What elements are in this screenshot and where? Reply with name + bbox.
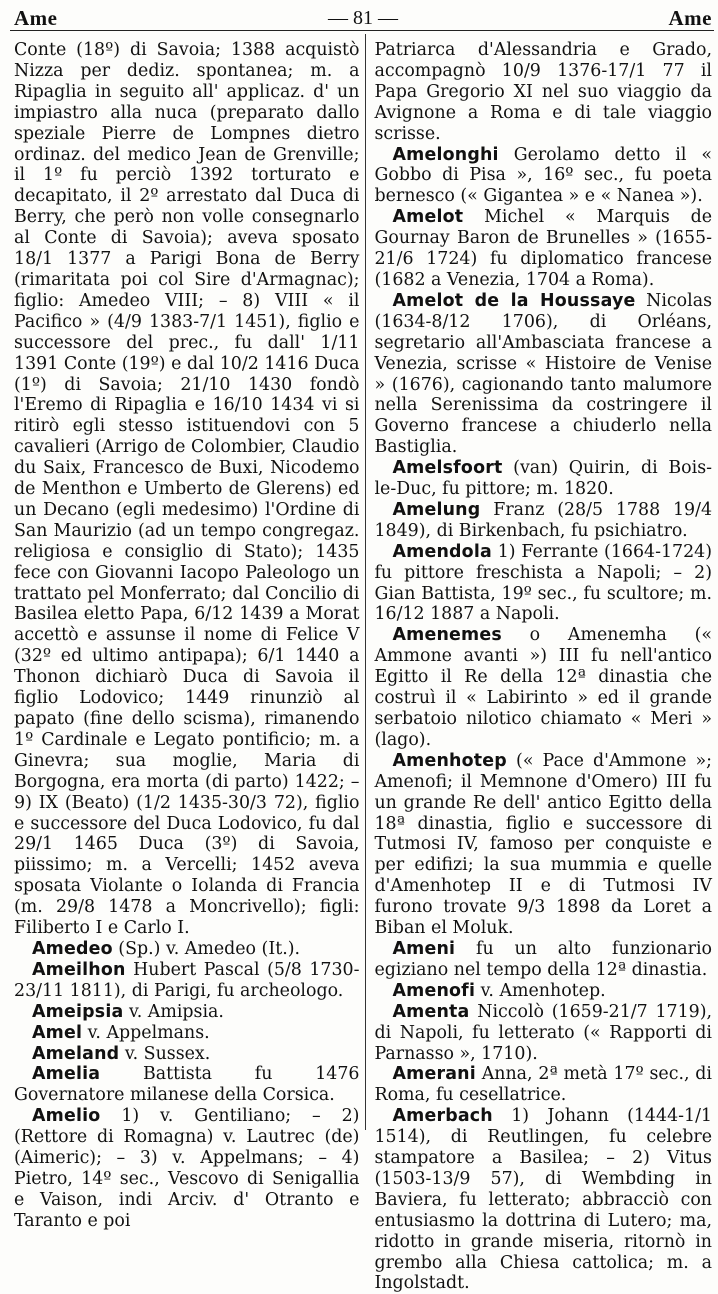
dictionary-entry — [14, 1023, 359, 1044]
entry-headword: Amelio — [32, 1106, 101, 1127]
entry-headword: Amerbach — [392, 1106, 493, 1127]
entry-headword: Amenemes — [392, 625, 502, 646]
entry-text: v. Amenhotep. — [480, 980, 606, 1001]
dictionary-entry — [374, 1002, 712, 1065]
entry-headword: Amelia — [32, 1064, 101, 1085]
entry-text: Anna, 2ª metà 17º sec., di Roma, fu cesellatrice. — [374, 1064, 712, 1106]
dictionary-entry — [374, 751, 712, 939]
entry-text: Franz (28/5 1788 19/4 1849), di Birkenbach, fu psichiatro. — [374, 499, 713, 541]
header-left-guideword: Ame — [14, 5, 58, 30]
dictionary-entry — [374, 291, 712, 458]
entry-text: Gerolamo detto il « Gobbo di Pisa », 16º sec., fu poeta bernesco (« Gigantea » e « Nanea »). — [374, 144, 713, 207]
dictionary-entry — [14, 1002, 359, 1023]
entry-text: Battista fu 1476 Governatore milanese della Corsica. — [14, 1064, 360, 1106]
entry-text: (Sp.) v. Amedeo (It.). — [118, 938, 301, 959]
entry-headword: Ameland — [32, 1043, 120, 1064]
entry-text: Patriarca d'Alessandria e Grado, accompagnò 10/9 1376-17/1 77 il Papa Gregorio XI nel suo viaggio da Avignone a Roma e di tale viaggio scrisse. — [374, 40, 712, 144]
entry-headword: Amenta — [392, 1001, 470, 1022]
entry-headword: Ameni — [392, 938, 456, 959]
entry-headword: Amelot — [392, 207, 464, 228]
entry-text: 1) Johann (1444-1/1 1514), di Reutlingen, fu celebre stampatore a Basilea; – 2) Vitus (1503-13/9 57), di Wembding in Baviera, fu letterato; abbracciò con entusiasmo la dottrina di Lutero; ma, ridotto in grande miseria, ritornò in grembo alla Chiesa cattolica; m. a Ingolstadt. — [374, 1106, 712, 1294]
header-right-guideword: Ame — [668, 5, 712, 30]
right-column — [366, 40, 713, 1294]
dictionary-entry — [374, 981, 712, 1002]
entry-headword: Amenofi — [392, 980, 476, 1001]
dictionary-entry — [14, 939, 359, 960]
entry-headword: Amelsfoort — [392, 458, 503, 479]
dictionary-entry — [374, 625, 712, 750]
entry-text: 1) Ferrante (1664-1724) fu pittore freschista a Napoli; – 2) Gian Battista, 19º sec., fu scultore; m. 16/12 1887 a Napoli. — [374, 541, 712, 625]
page-number: — 81 — — [328, 6, 398, 29]
dictionary-entry — [374, 40, 712, 145]
entry-headword: Amelonghi — [392, 144, 499, 165]
entry-text: Hubert Pascal (5/8 1730-23/11 1811), di Parigi, fu archeologo. — [14, 959, 360, 1001]
entry-headword: Amelung — [392, 499, 481, 520]
entry-text: Niccolò (1659-21/7 1719), di Napoli, fu letterato (« Rapporti di Parnasso », 1710). — [374, 1001, 713, 1064]
entry-headword: Amel — [32, 1022, 83, 1043]
entry-text: fu un alto funzionario egiziano nel tempo della 12ª dinastia. — [374, 938, 712, 980]
dictionary-entry — [14, 1106, 359, 1231]
entry-headword: Amedeo — [32, 938, 113, 959]
entry-headword: Amendola — [392, 541, 492, 562]
entry-text: o Amenemha (« Ammone avanti ») III fu nell'antico Egitto il Re della 12ª dinastia che costruì il « Labirinto » ed il grande serbatoio nilotico chiamato « Meri » (lago). — [374, 625, 713, 750]
dictionary-entry — [374, 939, 712, 981]
entry-headword: Amerani — [392, 1064, 476, 1085]
entry-headword: Amenhotep — [392, 750, 507, 771]
dictionary-entry — [14, 1064, 359, 1106]
entry-text: v. Sussex. — [124, 1043, 211, 1064]
dictionary-entry — [14, 40, 359, 939]
dictionary-entry — [374, 458, 712, 500]
dictionary-entry — [374, 500, 712, 542]
entry-text: v. Amipsia. — [128, 1001, 224, 1022]
entry-headword: Ameilhon — [32, 959, 126, 980]
left-column — [14, 40, 365, 1231]
dictionary-entry — [374, 542, 712, 626]
dictionary-entry — [374, 207, 712, 291]
entry-text: Nicolas (1634-8/12 1706), di Orléans, segretario all'Ambasciata francese a Venezia, scrisse « Histoire de Venise » (1676), cagionando tanto malumore nella Serenissima da costringere il Governo francese a chiuderlo nella Bastiglia. — [374, 290, 712, 458]
entry-text: Conte (18º) di Savoia; 1388 acquistò Nizza per dediz. spontanea; m. a Ripaglia in seguito all' applicaz. d' un impiastro alla nuca (preparato dallo speziale Pierre de Lompnes dietro ordinaz. del medico Jean de Grenville; il 1º fu perciò 1392 torturato e decapitato, il 2º arrestato dal Duca di Berry, che però non volle consegnarlo al Conte di Savoia); aveva sposato 18/1 1377 a Parigi Bona de Berry (rimaritata poi col Sire d'Armagnac); figlio: Amedeo VIII; – 8) VIII « il Pacifico » (4/9 1383-7/1 1451), figlio e successore del prec., fu dall' 1/11 1391 Conte (19º) e dal 10/2 1416 Duca (1º) di Savoia; 21/10 1430 fondò l'Eremo di Ripaglia e 16/10 1434 vi si ritirò egli stesso istituendovi con 5 cavalieri (Arrigo de Colombier, Claudio du Saix, Francesco de Buxi, Nicodemo de Menthon e Umberto de Glerens) ed un Decano (egli medesimo) l'Ordine di San Maurizio (ad un tempo congregaz. religiosa e consiglio di Stato); 1435 fece con Giovanni Iacopo Paleologo un trattato pel Monferrato; dal Concilio di Basilea eletto Papa, 6/12 1439 a Morat accettò e assunse il nome di Felice V (32º ed ultimo antipapa); 6/1 1440 a Thonon dichiarò Duca di Savoia il figlio Lodovico; 1449 rinunziò al papato (fine dello scisma), rimanendo 1º Cardinale e Legato pontificio; m. a Ginevra; sua moglie, Maria di Borgogna, era morta (di parto) 1422; – 9) IX (Beato) (1/2 1435-30/3 72), figlio e successore del Duca Lodovico, fu dal 29/1 1465 Duca (3º) di Savoia, piissimo; m. a Vercelli; 1452 aveva sposata Violante o Iolanda di Francia (m. 29/8 1478 a Moncrivello); figli: Filiberto I e Carlo I. — [14, 40, 360, 939]
dictionary-entry — [14, 960, 359, 1002]
dictionary-entry — [374, 145, 712, 208]
entry-headword: Ameipsia — [32, 1001, 124, 1022]
dictionary-entry — [14, 1044, 359, 1065]
entry-headword: Amelot de la Houssaye — [392, 290, 636, 311]
entry-text: v. Appelmans. — [87, 1022, 210, 1043]
entry-text: (van) Quirin, di Bois-le-Duc, fu pittore; m. 1820. — [374, 458, 712, 500]
columns — [14, 40, 713, 1294]
entry-text: Michel « Marquis de Gournay Baron de Brunelles » (1655-21/6 1724) fu diplomatico francese (1682 a Venezia, 1704 a Roma). — [374, 207, 713, 290]
dictionary-entry — [374, 1064, 712, 1106]
page-header — [14, 6, 712, 30]
dictionary-entry — [374, 1106, 712, 1294]
entry-text: (« Pace d'Ammone »; Amenofi; il Memnone d'Omero) III fu un grande Re dell' antico Egitto della 18ª dinastia, figlio e successore di Tutmosi IV, famoso per conquiste e per edifizi; la sua mummia e quelle d'Amenhotep II e di Tutmosi IV furono trovate 9/3 1898 da Loret a Biban el Moluk. — [374, 750, 712, 939]
header-rule — [10, 30, 714, 31]
entry-text: 1) v. Gentiliano; – 2) (Rettore di Romagna) v. Lautrec (de) (Aimeric); – 3) v. Appelmans; – 4) Pietro, 14º sec., Vescovo di Senigallia e Vaison, indi Arciv. d' Otranto e Taranto e poi — [14, 1106, 360, 1231]
